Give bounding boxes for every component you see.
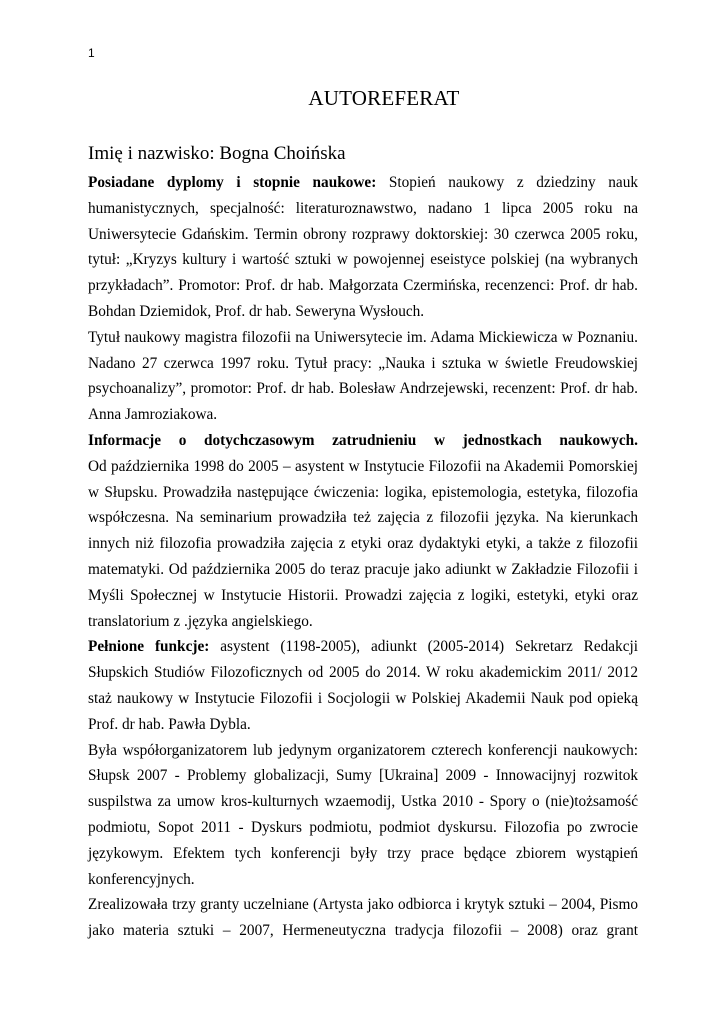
conferences-text: Była współorganizatorem lub jedynym organizatorem czterech konferencji naukowych: Słupsk 2007 - Problemy globalizacji, Sumy [Ukraina] 2009 - Innowacijnyj rozwitok suspilstwa za umow kros-kulturnych wzaemodij, Ustka 2010 - Spory o (nie)tożsamość podmiotu, Sopot 2011 - Dyskurs podmiotu, podmiot dyskursu. Filozofia po zwrocie językowym. Efektem tych konferencji były trzy prace będące zbiorem wystąpień konferencyjnych. (88, 741, 638, 888)
masters-text: Tytuł naukowy magistra filozofii na Uniwersytecie im. Adama Mickiewicza w Poznaniu. Nadano 27 czerwca 1997 roku. Tytuł pracy: „Nauka i sztuka w świetle Freudowskiej psychoanalizy”, promotor: Prof. dr hab. Bolesław Andrzejewski, recenzent: Prof. dr hab. Anna Jamroziakowa. (88, 328, 638, 424)
employment-text: Od października 1998 do 2005 – asystent w Instytucie Filozofii na Akademii Pomorskiej w Słupsku. Prowadziła następujące ćwiczenia: logika, epistemologia, estetyka, filozofia współczesna. Na seminarium prowadziła też zajęcia z filozofii języka. Na kierunkach innych niż filozofia prowadziła zajęcia z etyki oraz dydaktyki etyki, a także z filozofii matematyki. Od października 2005 do teraz pracuje jako adiunkt w Zakładzie Filozofii i Myśli Społecznej w Instytucie Historii. Prowadzi zajęcia z logiki, estetyki, etyki oraz translatorium z .języka angielskiego. (88, 457, 638, 630)
functions-paragraph (88, 634, 638, 737)
employment-paragraph (88, 454, 638, 635)
conferences-paragraph (88, 738, 638, 893)
name-line: Imię i nazwisko: Bogna Choińska (88, 143, 346, 164)
grants-text: Zrealizowała trzy granty uczelniane (Artysta jako odbiorca i krytyk sztuki – 2004, Pismo jako materia sztuki – 2007, Hermeneutyczna tradycja filozofii – 2008) oraz grant (88, 896, 638, 940)
employment-heading-paragraph (88, 428, 638, 454)
document-body (88, 170, 638, 944)
functions-text: asystent (1198-2005), adiunkt (2005-2014) Sekretarz Redakcji Słupskich Studiów Filozoficznych od 2005 do 2014. W roku akademickim 2011/ 2012 staż naukowy w Instytucie Filozofii i Socjologii w Polskiej Akademii Nauk pod opieką Prof. dr hab. Pawła Dybla. (88, 638, 638, 733)
employment-label: Informacje o dotychczasowym zatrudnieniu w jednostkach naukowych. (88, 431, 638, 449)
diplomas-paragraph (88, 170, 638, 325)
diplomas-text: Stopień naukowy z dziedziny nauk humanistycznych, specjalność: literaturoznawstwo, nadano 1 lipca 2005 roku na Uniwersytecie Gdańskim. Termin obrony rozprawy doktorskiej: 30 czerwca 2005 roku, tytuł: „Kryzys kultury i wartość sztuki w powojennej eseistyce polskiej (na wybranych przykładach”. Promotor: Prof. dr hab. Małgorzata Czermińska, recenzenci: Prof. dr hab. Bohdan Dziemidok, Prof. dr hab. Seweryna Wysłouch. (88, 174, 638, 320)
document-title: AUTOREFERAT (308, 86, 460, 110)
page-number: 1 (88, 46, 95, 60)
masters-paragraph (88, 325, 638, 428)
diplomas-label: Posiadane dyplomy i stopnie naukowe: (88, 174, 377, 191)
grants-paragraph (88, 892, 638, 944)
functions-label: Pełnione funkcje: (88, 638, 210, 656)
